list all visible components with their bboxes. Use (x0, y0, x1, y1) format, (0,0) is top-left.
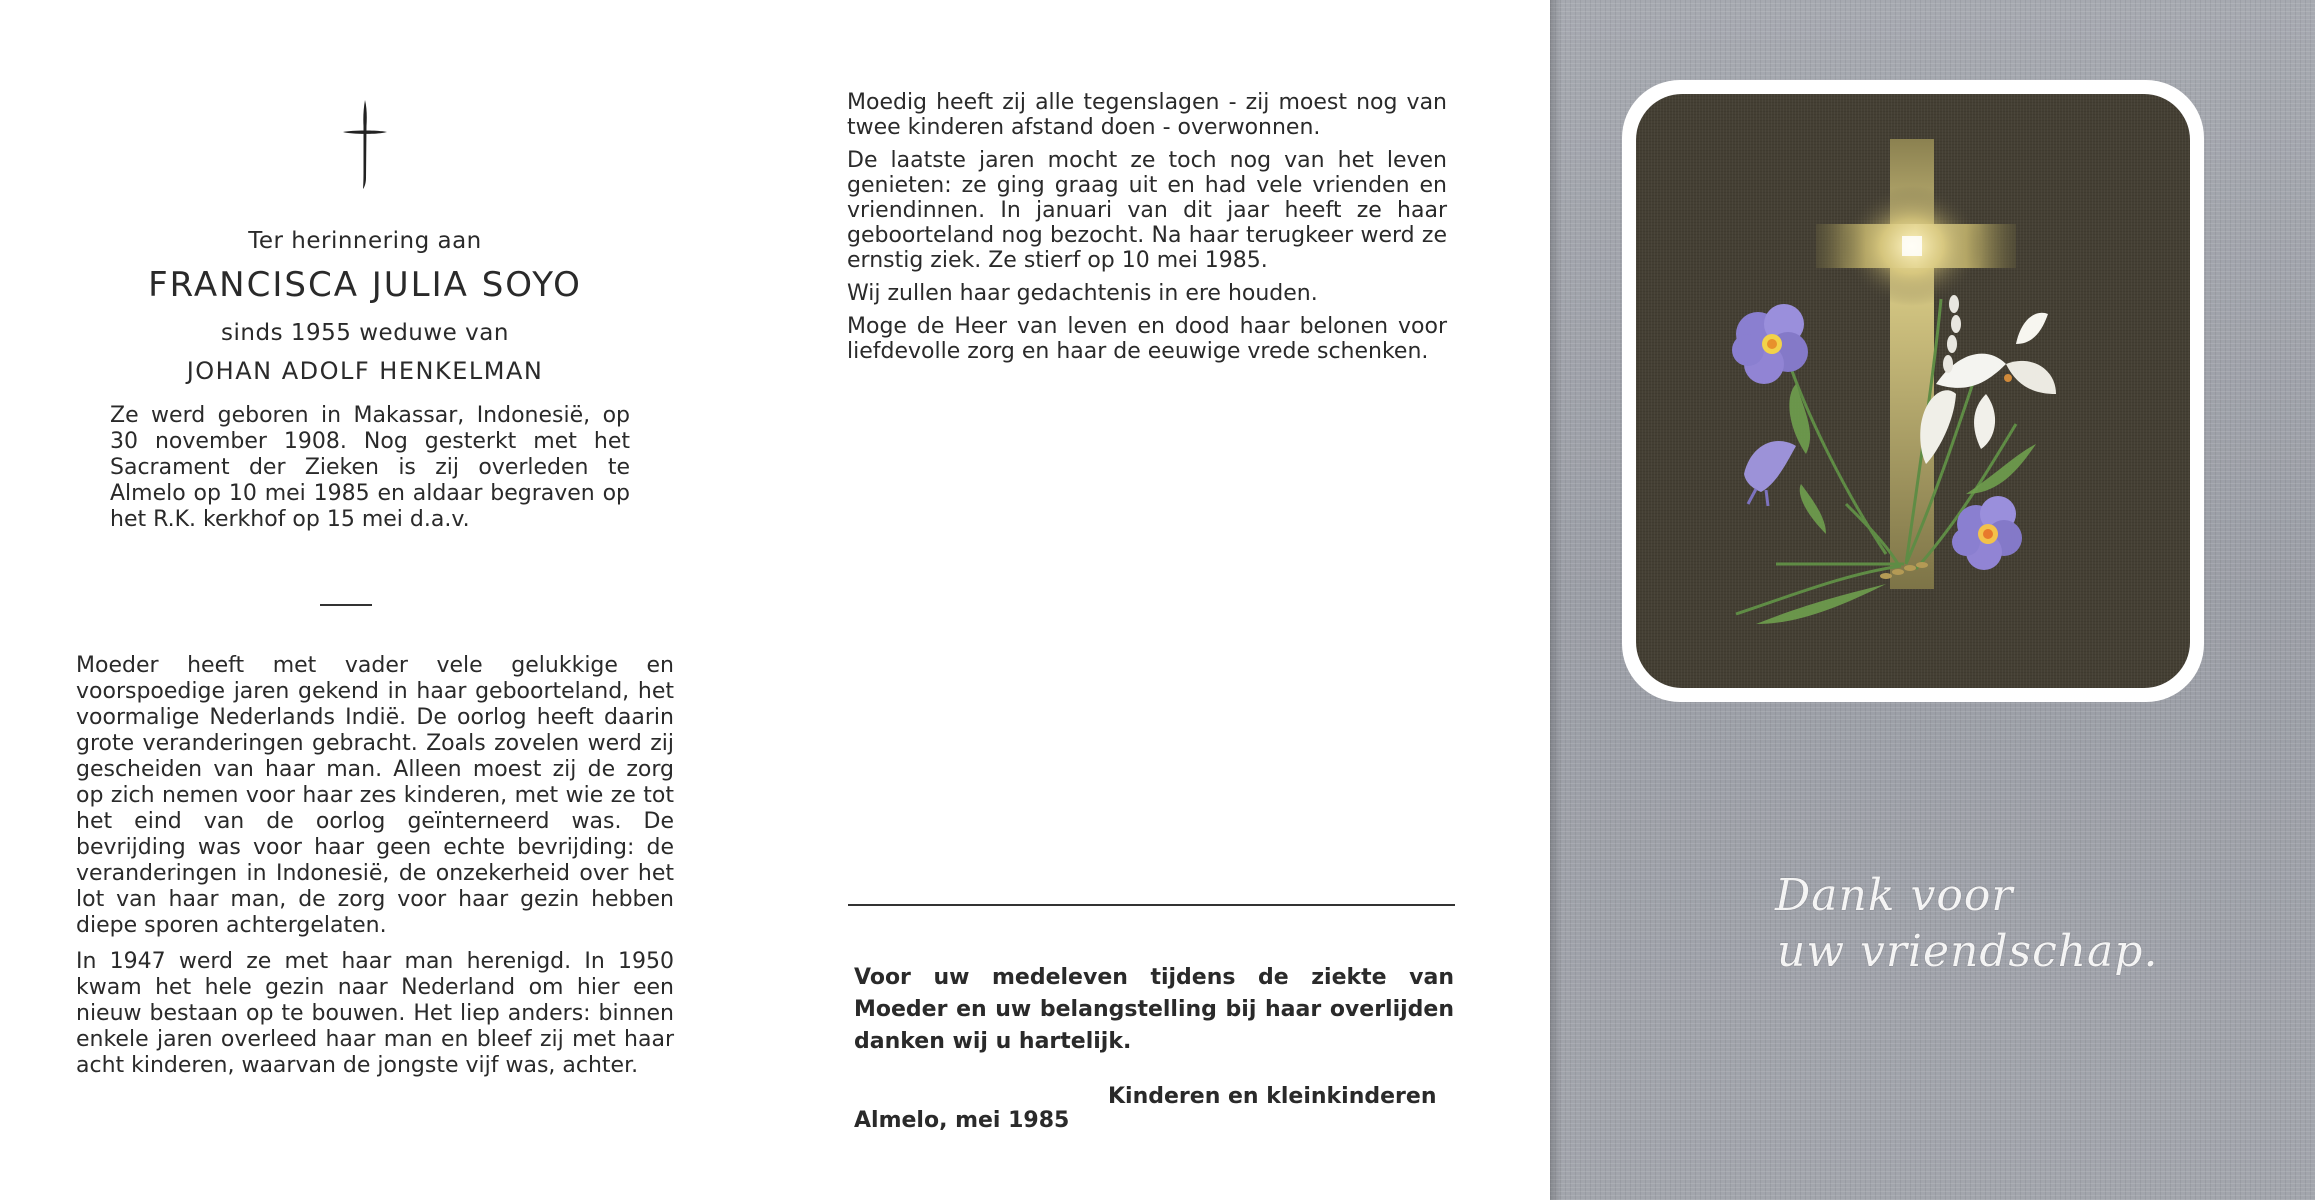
left-panel (0, 0, 730, 1200)
picture-frame (1622, 80, 2204, 702)
divider-dash (320, 604, 372, 606)
widow-line: sinds 1955 weduwe van (221, 320, 509, 346)
horizontal-rule (848, 904, 1455, 906)
husband-name: JOHAN ADOLF HENKELMAN (186, 357, 544, 385)
signature: Kinderen en kleinkinderen (1108, 1084, 1437, 1109)
memory-text (76, 653, 674, 1089)
story-paragraph: Moge de Heer van leven en dood haar belonen voor liefdevolle zorg en haar de eeuwige vrede schenken. (847, 314, 1447, 364)
story-paragraph: Moedig heeft zij alle tegenslagen - zij moest nog van twee kinderen afstand doen - overwonnen. (847, 90, 1447, 140)
bellflower (1744, 441, 1796, 506)
story-paragraph: De laatste jaren mocht ze toch nog van het leven genieten: ze ging graag uit en had vele vrienden en vriendinnen. In januari van dit jaar heeft ze haar geboorteland nog bezocht. Na haar terugkeer werd ze ernstig ziek. Ze stierf op 10 mei 1985. (847, 148, 1447, 273)
deceased-name: FRANCISCA JULIA SOYO (148, 265, 582, 305)
memory-paragraph: Moeder heeft met vader vele gelukkige en voorspoedige jaren gekend in haar geboorteland, het voormalige Nederlands Indië. De oorlog heeft daarin grote veranderingen gebracht. Zoals zovelen werd zij gescheiden van haar man. Alleen moest zij de zorg op zich nemen voor haar zes kinderen, met wie ze tot het eind van de oorlog geïnterneerd was. De bevrijding was voor haar geen echte bevrijding: de veranderingen in Indonesië, de onzekerheid over het lot van haar man, de zorg voor haar gezin hebben diepe sporen achtergelaten. (76, 653, 674, 938)
cross-flowers-illustration (1636, 94, 2190, 688)
motto-line-1: Dank voor (1775, 870, 2014, 921)
story-text (847, 90, 1447, 372)
intro-line: Ter herinnering aan (248, 228, 482, 254)
middle-panel (730, 0, 1550, 1200)
white-lily (1936, 313, 2056, 449)
story-paragraph: Wij zullen haar gedachtenis in ere houden. (847, 281, 1318, 306)
card-cover (1550, 0, 2315, 1200)
place-date: Almelo, mei 1985 (854, 1108, 1070, 1133)
memory-paragraph: In 1947 werd ze met haar man herenigd. In 1950 kwam het hele gezin naar Nederland om hier een nieuw bestaan op te bouwen. Het liep anders: binnen enkele jaren overleed haar man en bleef zij met haar acht kinderen, waarvan de jongste vijf was, achter. (76, 949, 674, 1078)
illustration-svg (1636, 94, 2190, 688)
fold-shadow (1550, 0, 1562, 1200)
purple-flower-large (1732, 304, 1808, 384)
cross-icon (340, 98, 390, 190)
thanks-text: Voor uw medeleven tijdens de ziekte van Moeder en uw belangstelling bij haar overlijden danken wij u hartelijk. (854, 965, 1454, 1054)
biography-text: Ze werd geboren in Makassar, Indonesië, op 30 november 1908. Nog gesterkt met het Sacrament der Zieken is zij overleden te Almelo op 10 mei 1985 en aldaar begraven op het R.K. kerkhof op 15 mei d.a.v. (110, 403, 630, 532)
motto-line-2: uw vriendschap. (1777, 926, 2159, 977)
motto-text (1775, 868, 2195, 980)
